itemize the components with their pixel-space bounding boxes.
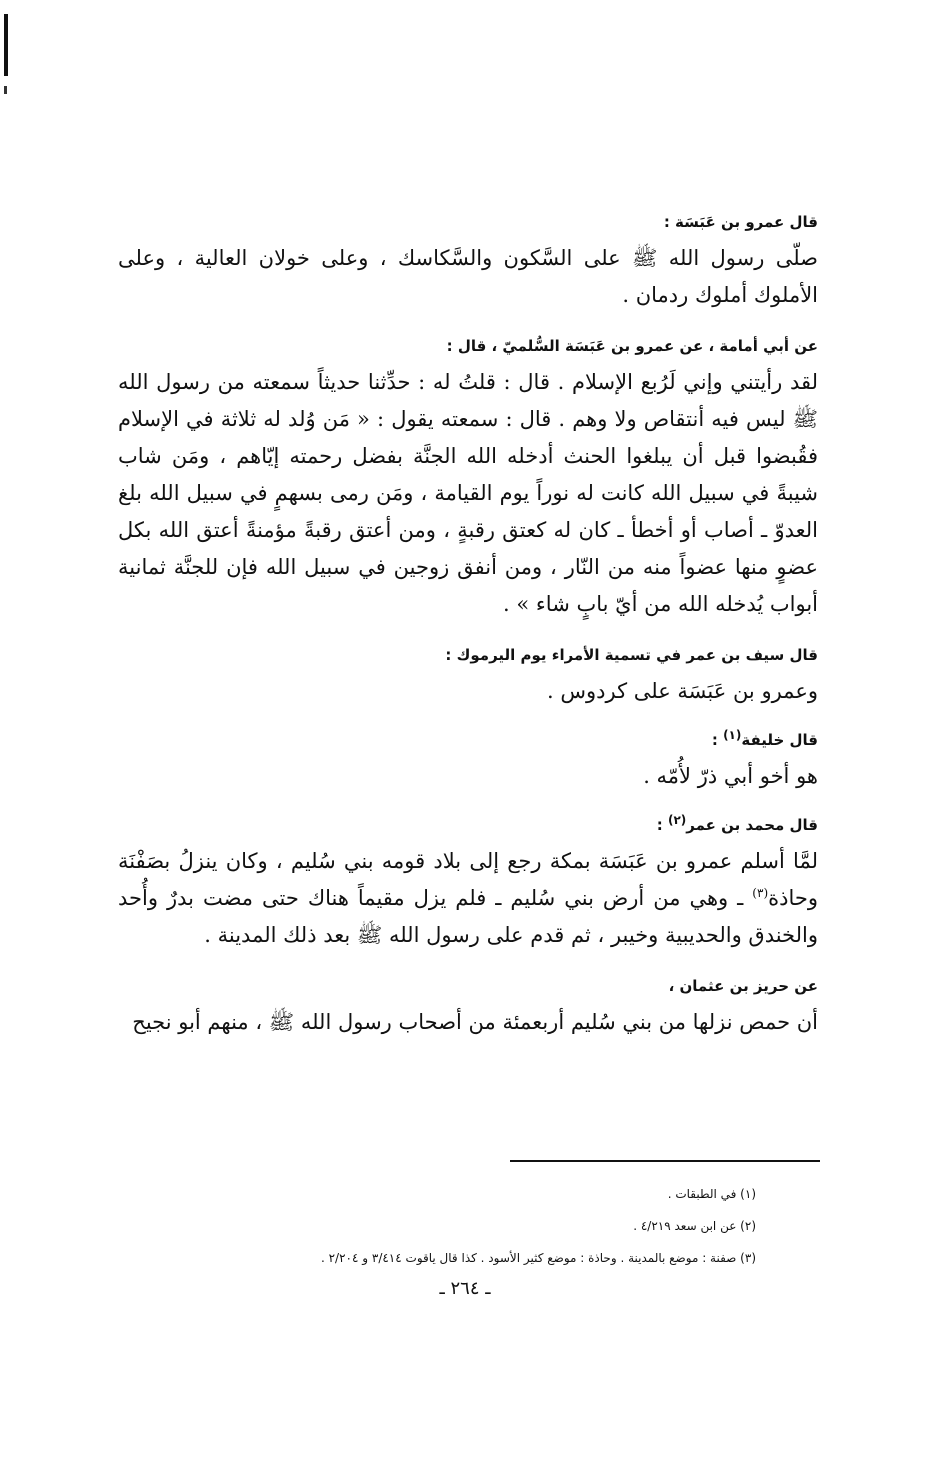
section-3-heading: قال سيف بن عمر في تسمية الأمراء يوم اليرموك :: [445, 646, 818, 664]
section-4-heading-label: قال خليفة: [741, 731, 818, 749]
footnotes: [200, 1178, 756, 1274]
footnote-ref-2[interactable]: (٢): [667, 813, 687, 827]
footnote-1: (١) في الطبقات .: [667, 1187, 756, 1201]
section-4-heading: [118, 728, 818, 752]
page-number: ـ ٢٦٤ ـ: [439, 1278, 491, 1299]
section-5-heading-label: قال محمد بن عمر: [686, 816, 818, 834]
section-6-text: أن حمص نزلها من بني سُليم أربعمئة من أصحاب رسول الله ﷺ ، منهم أبو نجيح: [132, 1010, 818, 1034]
section-5-text: [118, 843, 818, 954]
section-2-heading: عن أبي أمامة ، عن عمرو بن عَبَسَة السُّلميّ ، قال :: [446, 337, 818, 355]
footnote-2: (٢) عن ابن سعد ٤/٢١٩ .: [633, 1219, 756, 1233]
section-3-text: وعمرو بن عَبَسَة على كردوس .: [547, 679, 818, 703]
page-content: [118, 210, 818, 1061]
section-1-text: صلّى رسول الله ﷺ على السَّكون والسَّكاسك ، وعلى خولان العالية ، وعلى الأملوك أملوك ردمان .: [118, 246, 818, 307]
section-5-heading: [118, 813, 818, 837]
scan-edge-mark: [4, 14, 8, 76]
section-2-text: لقد رأيتني وإني لَرُبع الإسلام . قال : قلتُ له : حدِّثنا حديثاً سمعته من رسول الله ﷺ ليس فيه أنتقاص ولا وهم . قال : سمعته يقول : « مَن وُلد له ثلاثة في الإسلام فقُبضوا قبل أن يبلغوا الحنث أدخله الله الجنَّة بفضل رحمته إيّاهم ، ومَن شاب شيبةً في سبيل الله كانت له نوراً يوم القيامة ، ومَن رمى بسهمٍ في سبيل الله بلغ العدوّ ـ أصاب أو أخطأ ـ كان له كعتق رقبةٍ ، ومن أعتق رقبةً مؤمنةً أعتق الله بكل عضوٍ منها عضواً منه من النّار ، ومن أنفق زوجين في سبيل الله فإن للجنَّة ثمانية أبواب يُدخله الله من أيّ بابٍ شاء » .: [118, 370, 818, 616]
section-4-text: هو أخو أبي ذرّ لأُمّه .: [643, 764, 818, 788]
footnote-divider: [510, 1160, 820, 1162]
scan-edge-dot: [4, 86, 7, 94]
section-5-text-part-2: ـ وهي من أرض بني سُليم ـ فلم يزل مقيماً هناك حتى مضت بدرٌ وأُحد والخندق والحديبية وخيبر ، ثم قدم على رسول الله ﷺ بعد ذلك المدينة .: [118, 886, 818, 947]
footnote-ref-3[interactable]: (٣): [752, 886, 769, 900]
section-4-heading-colon: :: [711, 731, 724, 749]
section-5-text-part-1: لمَّا أسلم عمرو بن عَبَسَة بمكة رجع إلى بلاد قومه بني سُليم ، وكان ينزلُ بصَفْنَة وحاذة: [118, 849, 818, 910]
section-5-heading-colon: :: [656, 816, 668, 834]
section-1-heading: قال عمرو بن عَبَسَة :: [663, 213, 818, 231]
footnote-ref-1[interactable]: (١): [723, 728, 742, 742]
footnote-3: (٣) صفنة : موضع بالمدينة . وحاذة : موضع كثير الأسود . كذا قال ياقوت ٣/٤١٤ و ٢/٢٠٤ .: [320, 1251, 756, 1265]
section-6-heading: عن حريز بن عثمان ،: [668, 977, 818, 995]
